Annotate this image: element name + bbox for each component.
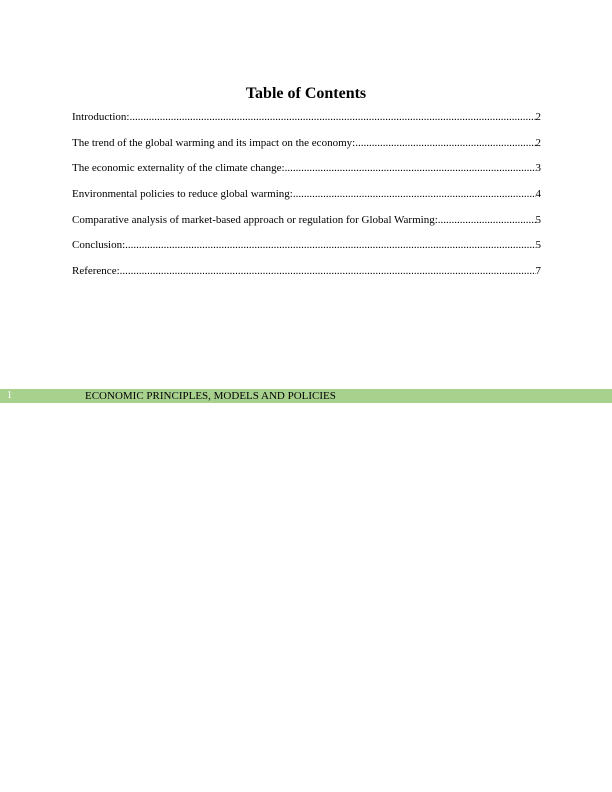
toc-page-number: 4 xyxy=(535,188,541,201)
toc-dot-leader xyxy=(293,187,536,201)
footer-running-head: ECONOMIC PRINCIPLES, MODELS AND POLICIES xyxy=(85,390,336,402)
toc-entry-label: The trend of the global warming and its impact on the economy: xyxy=(72,136,356,149)
footer-page-number: 1 xyxy=(7,390,12,401)
footer-band xyxy=(0,389,612,403)
toc-page-number: 5 xyxy=(535,239,541,252)
toc-entry-economic-externality[interactable] xyxy=(72,161,541,187)
toc-dot-leader xyxy=(438,213,536,227)
toc-list xyxy=(72,110,541,290)
toc-title: Table of Contents xyxy=(245,85,367,102)
toc-dot-leader xyxy=(129,110,535,124)
toc-entry-environmental-policies[interactable] xyxy=(72,187,541,213)
toc-page-number: 2 xyxy=(535,136,541,149)
toc-entry-label: Reference: xyxy=(72,265,120,278)
toc-entry-label: The economic externality of the climate change: xyxy=(72,162,285,175)
toc-dot-leader xyxy=(125,238,535,252)
toc-page-number: 3 xyxy=(535,162,541,175)
toc-entry-label: Comparative analysis of market-based approach or regulation for Global Warming: xyxy=(72,213,438,226)
toc-entry-introduction[interactable] xyxy=(72,110,541,136)
toc-entry-global-warming-trend[interactable] xyxy=(72,136,541,162)
toc-entry-label: Introduction: xyxy=(72,111,130,123)
toc-dot-leader xyxy=(355,136,535,150)
toc-page-number: 5 xyxy=(535,213,541,226)
toc-dot-leader xyxy=(120,264,536,278)
toc-entry-comparative-analysis[interactable] xyxy=(72,213,541,239)
toc-page-number: 7 xyxy=(535,265,541,278)
toc-entry-label: Environmental policies to reduce global warming: xyxy=(72,188,293,201)
toc-page-number: 2 xyxy=(535,111,541,123)
toc-dot-leader xyxy=(285,161,536,175)
toc-entry-label: Conclusion: xyxy=(72,239,126,252)
toc-entry-reference[interactable] xyxy=(72,264,541,290)
toc-entry-conclusion[interactable] xyxy=(72,238,541,264)
